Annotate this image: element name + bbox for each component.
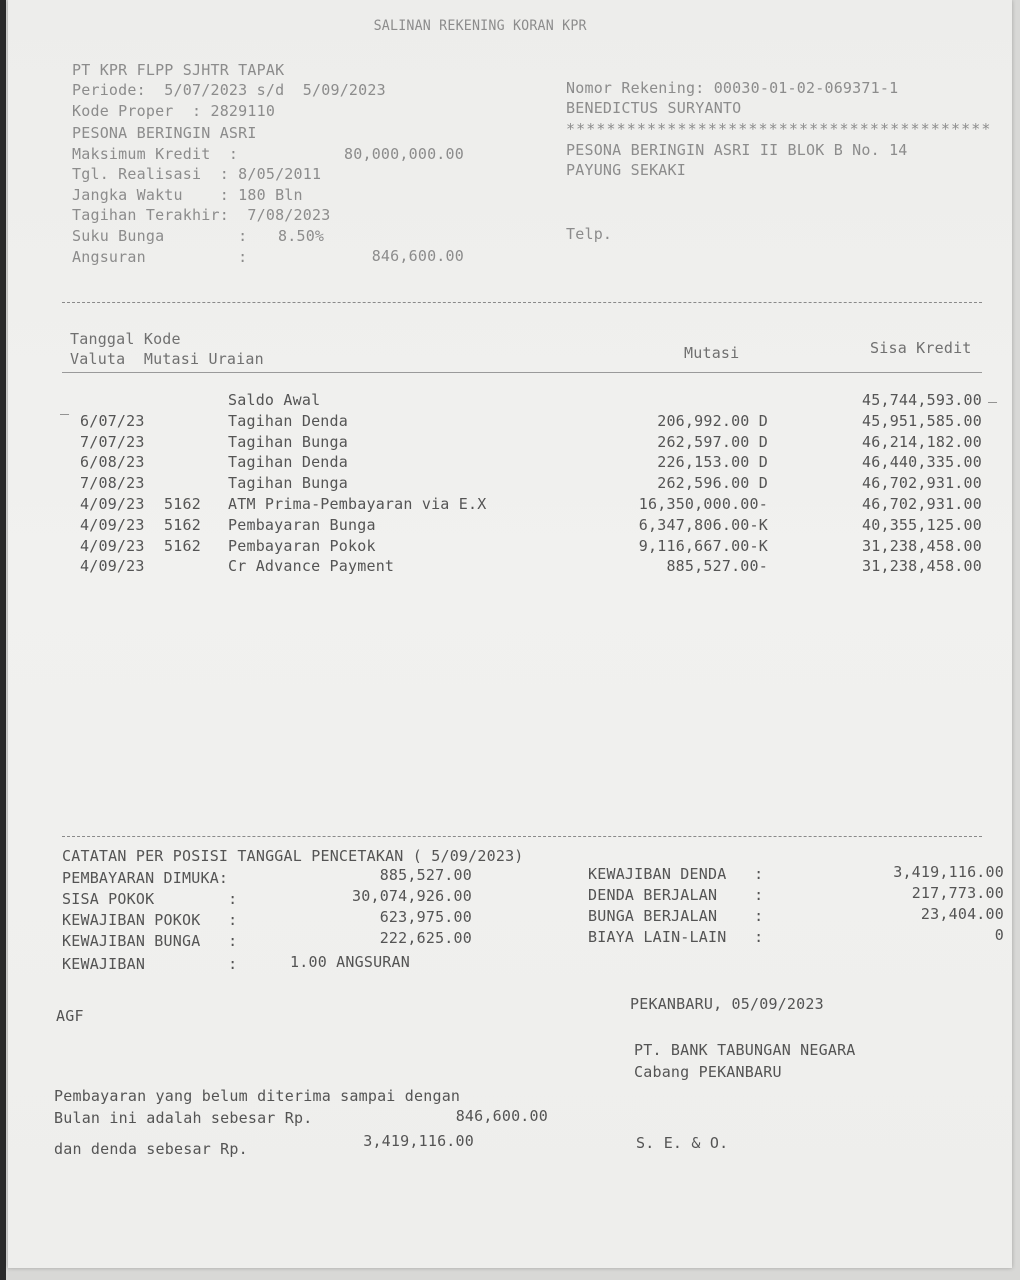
maksimum-kredit-label: Maksimum Kredit :: [72, 145, 239, 163]
note-line-2-value: 846,600.00: [455, 1107, 548, 1125]
kewajiban-value: 1.00 ANGSURAN: [290, 953, 410, 971]
row-kode: 5162: [164, 495, 201, 513]
col-header-sisa-kredit: Sisa Kredit: [870, 339, 972, 357]
page-edge: [0, 0, 6, 1280]
row-date: 4/09/23: [80, 495, 145, 513]
address-line-1: PESONA BERINGIN ASRI II BLOK B No. 14: [566, 141, 908, 159]
row-mutasi: 9,116,667.00-K: [638, 537, 768, 555]
address-line-2: PAYUNG SEKAKI: [566, 161, 686, 179]
row-mutasi: 16,350,000.00-: [638, 495, 768, 513]
row-kode: 5162: [164, 516, 201, 534]
bank-name: PT. BANK TABUNGAN NEGARA: [634, 1041, 856, 1059]
summary-left-label: KEWAJIBAN BUNGA :: [62, 932, 238, 950]
kewajiban-label: KEWAJIBAN :: [62, 955, 238, 973]
row-date: 4/09/23: [80, 557, 145, 575]
row-mutasi: 226,153.00 D: [657, 453, 768, 471]
row-kode: 5162: [164, 537, 201, 555]
row-sisa-kredit: 31,238,458.00: [862, 557, 982, 575]
divider-header: [62, 372, 982, 373]
summary-left-value: 30,074,926.00: [352, 887, 472, 905]
telp: Telp.: [566, 225, 613, 243]
summary-left-label: SISA POKOK :: [62, 890, 238, 908]
place-date: PEKANBARU, 05/09/2023: [630, 995, 824, 1013]
row-uraian: ATM Prima-Pembayaran via E.X: [228, 495, 487, 513]
customer-name: BENEDICTUS SURYANTO: [566, 99, 742, 117]
note-line-2-label: Bulan ini adalah sebesar Rp.: [54, 1109, 313, 1127]
row-date: 7/07/23: [80, 433, 145, 451]
jangka-waktu: Jangka Waktu : 180 Bln: [72, 186, 303, 204]
statement-paper: [8, 0, 1012, 1268]
note-line-1: Pembayaran yang belum diterima sampai dengan: [54, 1087, 461, 1105]
agf-code: AGF: [56, 1007, 84, 1025]
project-name: PESONA BERINGIN ASRI: [72, 124, 257, 142]
nomor-rekening: Nomor Rekening: 00030-01-02-069371-1: [566, 79, 899, 97]
branch-name: Cabang PEKANBARU: [634, 1063, 782, 1081]
row-sisa-kredit: 45,951,585.00: [862, 412, 982, 430]
row-uraian: Tagihan Denda: [228, 412, 348, 430]
summary-left-value: 222,625.00: [379, 929, 472, 947]
suku-bunga-label: Suku Bunga :: [72, 227, 248, 245]
row-mutasi: 262,596.00 D: [657, 474, 768, 492]
row-date: 6/07/23: [80, 412, 145, 430]
summary-right-value: 0: [994, 926, 1004, 944]
periode: Periode: 5/07/2023 s/d 5/09/2023: [72, 81, 386, 99]
tgl-realisasi: Tgl. Realisasi : 8/05/2011: [72, 165, 322, 183]
row-uraian: Tagihan Bunga: [228, 474, 348, 492]
marker-dash-left: _: [60, 397, 70, 415]
summary-left-value: 623,975.00: [379, 908, 472, 926]
row-uraian: Saldo Awal: [228, 391, 321, 409]
row-mutasi: 262,597.00 D: [657, 433, 768, 451]
divider-summary: [62, 836, 982, 837]
angsuran-value: 846,600.00: [371, 247, 464, 265]
separator-stars: ******************************************: [566, 120, 992, 138]
row-uraian: Tagihan Denda: [228, 453, 348, 471]
row-date: 6/08/23: [80, 453, 145, 471]
tagihan-terakhir: Tagihan Terakhir: 7/08/2023: [72, 206, 331, 224]
kode-proper: Kode Proper : 2829110: [72, 102, 276, 120]
summary-right-value: 3,419,116.00: [893, 863, 1004, 881]
row-uraian: Pembayaran Pokok: [228, 537, 376, 555]
row-sisa-kredit: 46,440,335.00: [862, 453, 982, 471]
company-name: PT KPR FLPP SJHTR TAPAK: [72, 61, 285, 79]
row-date: 7/08/23: [80, 474, 145, 492]
summary-right-label: KEWAJIBAN DENDA :: [588, 865, 764, 883]
summary-right-label: BUNGA BERJALAN :: [588, 907, 764, 925]
row-uraian: Cr Advance Payment: [228, 557, 395, 575]
summary-left-label: PEMBAYARAN DIMUKA:: [62, 869, 229, 887]
angsuran-label: Angsuran :: [72, 248, 248, 266]
seo-note: S. E. & O.: [636, 1134, 729, 1152]
summary-left-label: KEWAJIBAN POKOK :: [62, 911, 238, 929]
divider-top: [62, 302, 982, 303]
document-title: SALINAN REKENING KORAN KPR: [373, 18, 587, 34]
row-sisa-kredit: 46,214,182.00: [862, 433, 982, 451]
row-mutasi: 206,992.00 D: [657, 412, 768, 430]
col-header-valuta: Valuta Mutasi Uraian: [70, 350, 264, 368]
row-sisa-kredit: 45,744,593.00: [862, 391, 982, 409]
row-date: 4/09/23: [80, 537, 145, 555]
row-sisa-kredit: 31,238,458.00: [862, 537, 982, 555]
row-mutasi: 885,527.00-: [666, 557, 768, 575]
col-header-mutasi: Mutasi: [684, 344, 740, 362]
summary-left-value: 885,527.00: [379, 866, 472, 884]
note-line-3-value: 3,419,116.00: [363, 1132, 474, 1150]
row-sisa-kredit: 40,355,125.00: [862, 516, 982, 534]
row-uraian: Tagihan Bunga: [228, 433, 348, 451]
marker-dash-right: _: [988, 385, 998, 403]
note-line-3-label: dan denda sebesar Rp.: [54, 1140, 248, 1158]
summary-right-label: DENDA BERJALAN :: [588, 886, 764, 904]
summary-right-value: 217,773.00: [911, 884, 1004, 902]
summary-right-value: 23,404.00: [920, 905, 1004, 923]
row-mutasi: 6,347,806.00-K: [638, 516, 768, 534]
row-uraian: Pembayaran Bunga: [228, 516, 376, 534]
catatan-heading: CATATAN PER POSISI TANGGAL PENCETAKAN ( 5/09/2023): [62, 847, 524, 865]
summary-right-label: BIAYA LAIN-LAIN :: [588, 928, 764, 946]
col-header-tanggal: Tanggal Kode: [70, 330, 181, 348]
row-sisa-kredit: 46,702,931.00: [862, 495, 982, 513]
row-sisa-kredit: 46,702,931.00: [862, 474, 982, 492]
suku-bunga-value: 8.50%: [278, 227, 325, 245]
maksimum-kredit-value: 80,000,000.00: [344, 145, 464, 163]
row-date: 4/09/23: [80, 516, 145, 534]
